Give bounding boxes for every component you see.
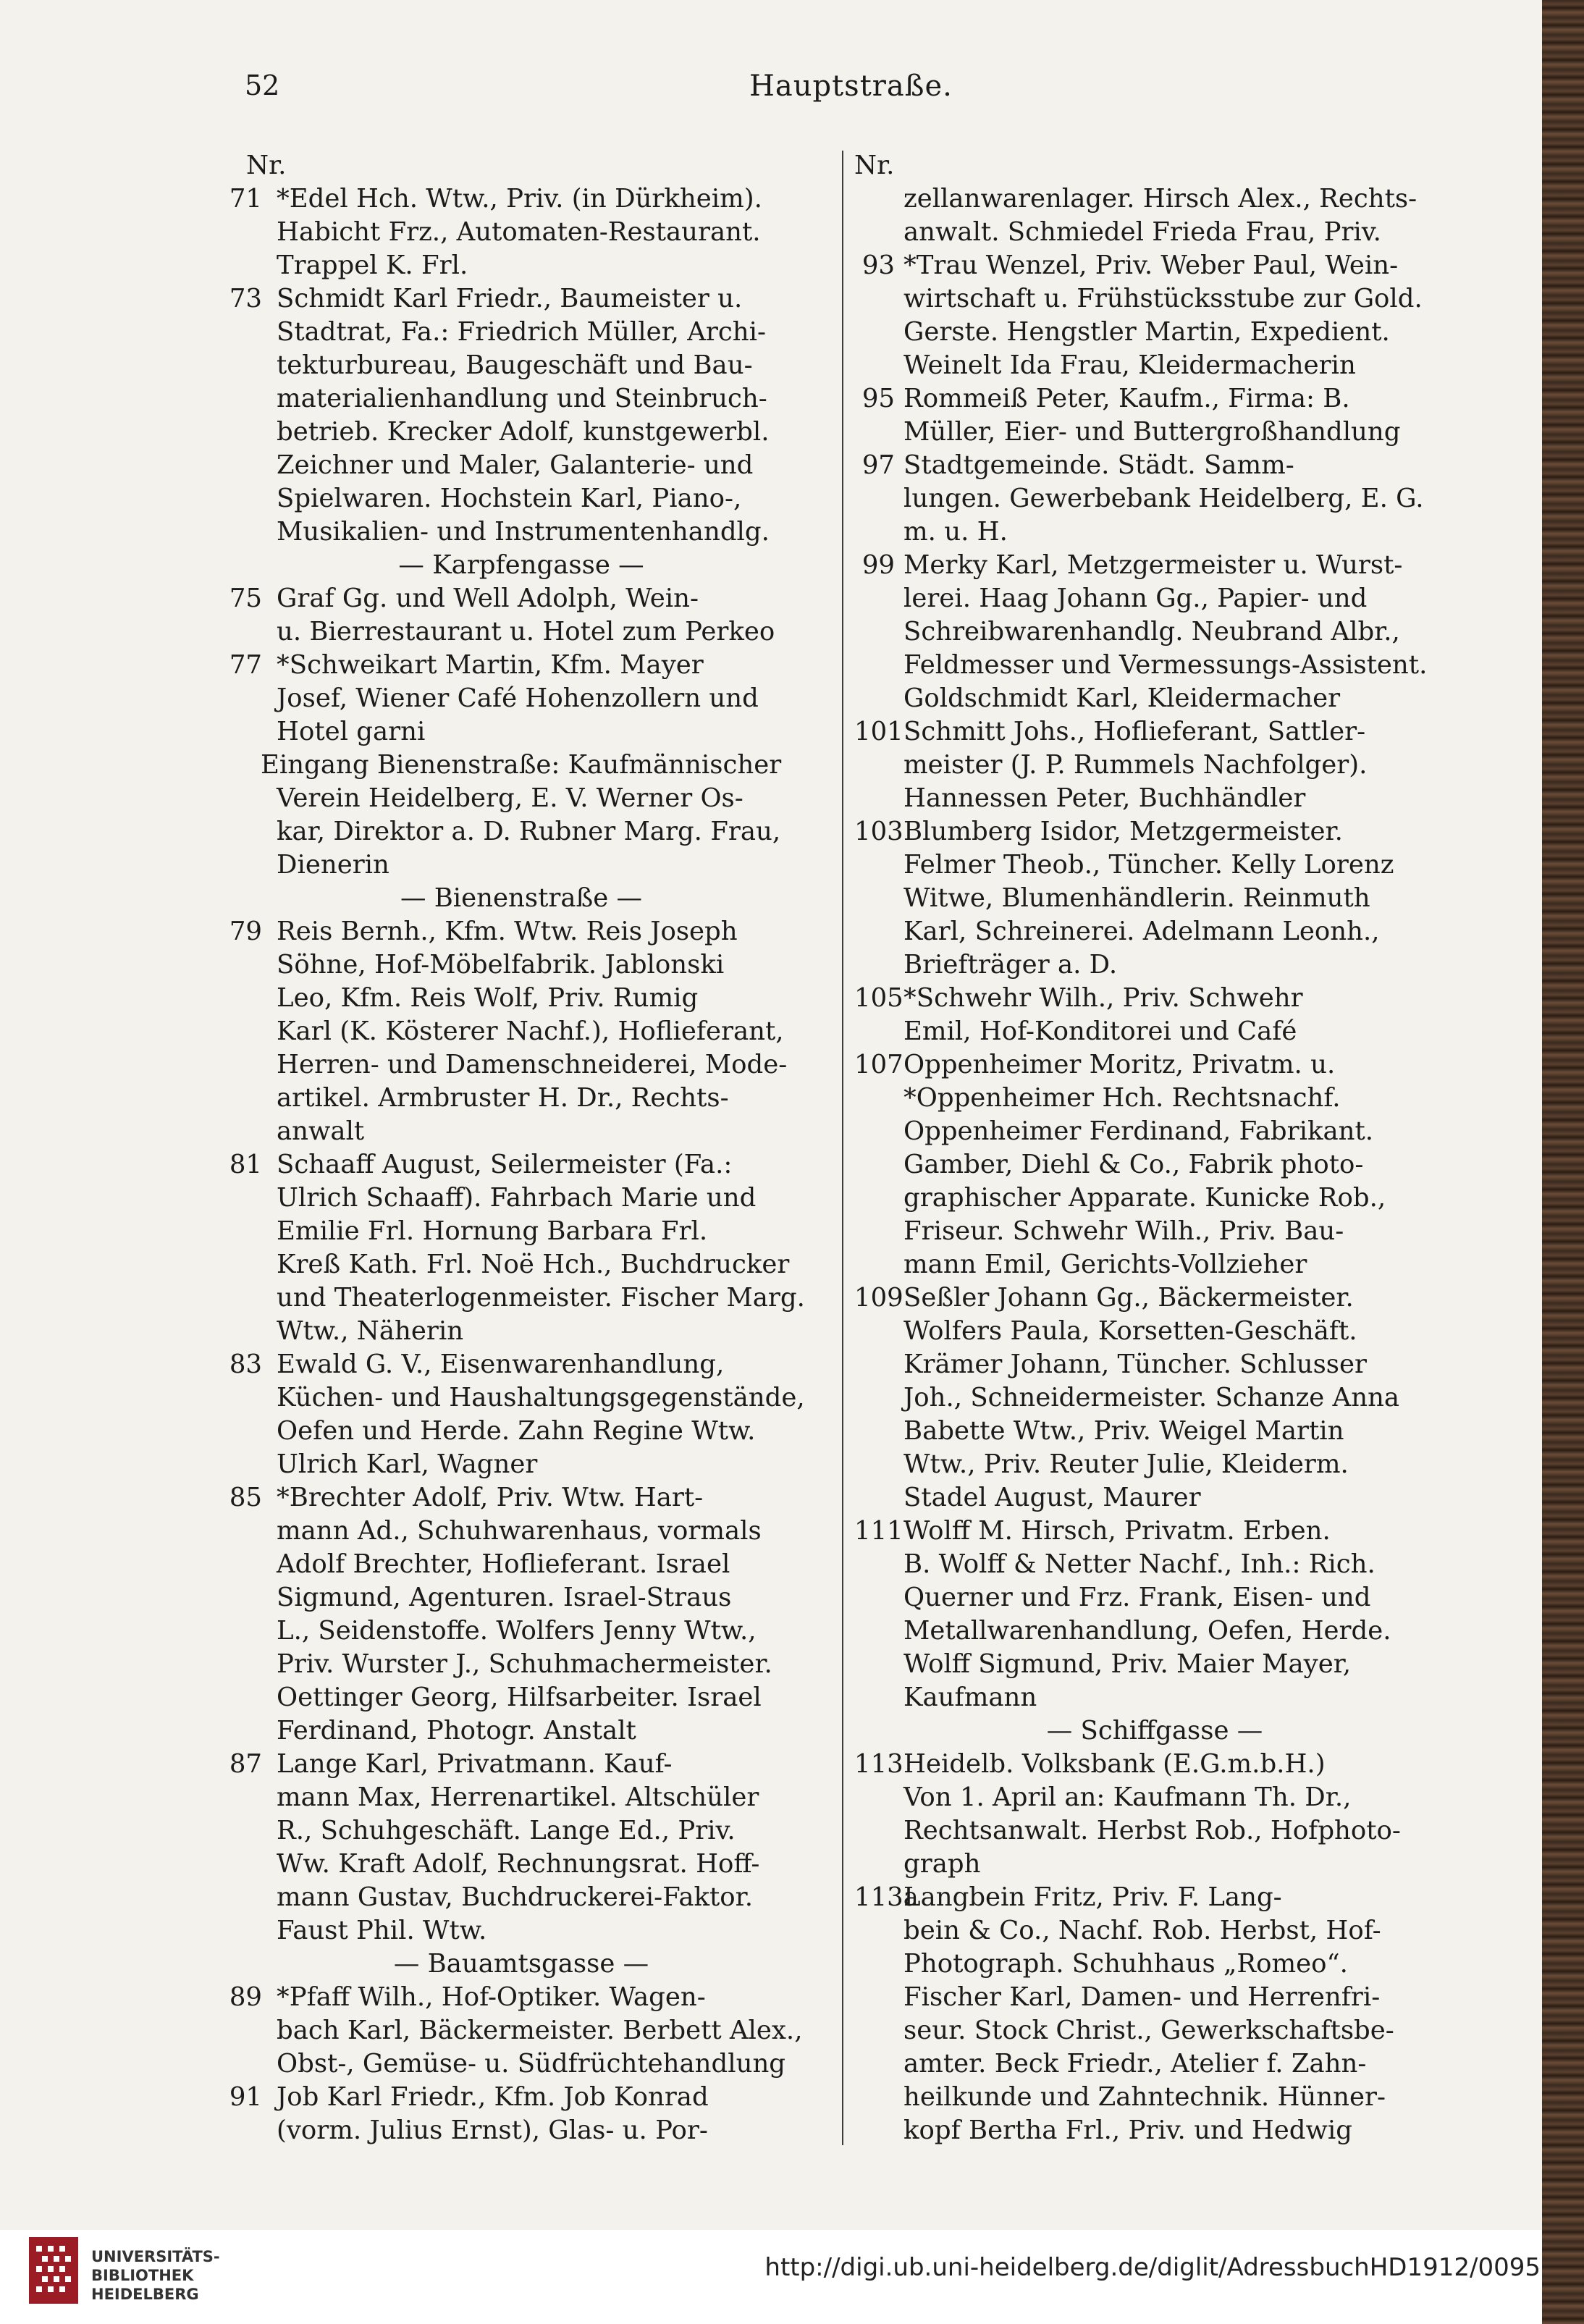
- entry-text: Friseur. Schwehr Wilh., Priv. Bau-: [903, 1216, 1344, 1246]
- entry-text: Wtw., Priv. Reuter Julie, Kleiderm.: [903, 1449, 1349, 1479]
- house-number: 103: [854, 817, 903, 846]
- entry-text: artikel. Armbruster H. Dr., Rechts-: [277, 1083, 729, 1113]
- entry-line: [217, 1448, 825, 1481]
- entry-line: [217, 1881, 825, 1914]
- entry-line: [217, 982, 825, 1015]
- entry-line: [217, 1848, 825, 1881]
- entry-text: Merky Karl, Metzgermeister u. Wurst-: [903, 550, 1403, 580]
- entry-line: [854, 1182, 1455, 1215]
- entry-text: *Trau Wenzel, Priv. Weber Paul, Wein-: [903, 250, 1399, 280]
- running-title: Hauptstraße.: [749, 70, 953, 103]
- entry-line: [217, 915, 825, 948]
- entry-line: [217, 749, 825, 782]
- entry-text: B. Wolff & Netter Nachf., Inh.: Rich.: [903, 1549, 1376, 1579]
- entry-text: Wtw., Näherin: [277, 1316, 464, 1346]
- entry-line: [854, 1481, 1455, 1515]
- entry-text: Briefträger a. D.: [903, 950, 1118, 980]
- entry-line: [854, 1215, 1455, 1248]
- entry-text: (vorm. Julius Ernst), Glas- u. Por-: [277, 2115, 708, 2145]
- entry-line: [217, 849, 825, 882]
- house-number: 77: [229, 650, 262, 680]
- entry-line: [217, 1648, 825, 1681]
- entry-text: Wolff M. Hirsch, Privatm. Erben.: [903, 1516, 1331, 1546]
- house-number: 83: [229, 1350, 262, 1379]
- entry-text: Job Karl Friedr., Kfm. Job Konrad: [277, 2082, 709, 2112]
- entry-line: [854, 482, 1455, 515]
- entry-text: Wolfers Paula, Korsetten-Geschäft.: [903, 1316, 1357, 1346]
- library-seal-icon: [29, 2237, 78, 2304]
- entry-text: betrieb. Krecker Adolf, kunstgewerbl.: [277, 417, 770, 447]
- entry-line: [854, 1914, 1455, 1948]
- entry-line: [217, 1548, 825, 1581]
- entry-line: [854, 1281, 1455, 1315]
- entry-text: *Oppenheimer Hch. Rechtsnachf.: [903, 1083, 1341, 1113]
- entry-line: [217, 1714, 825, 1748]
- book-edge: [1542, 0, 1584, 2324]
- house-number: 79: [229, 917, 262, 946]
- entry-line: [854, 715, 1455, 749]
- entry-line: [217, 382, 825, 416]
- entry-line: [854, 449, 1455, 482]
- entry-line: [854, 1814, 1455, 1848]
- entry-text: Weinelt Ida Frau, Kleidermacherin: [903, 350, 1356, 380]
- entry-line: [217, 649, 825, 682]
- entry-text: Obst-, Gemüse- u. Südfrüchtehandlung: [277, 2049, 786, 2079]
- entry-text: wirtschaft u. Frühstücksstube zur Gold.: [903, 284, 1423, 313]
- entry-line: [854, 316, 1455, 349]
- entry-text: Karl, Schreinerei. Adelmann Leonh.,: [903, 917, 1380, 946]
- entry-line: [854, 982, 1455, 1015]
- entry-line: [217, 2081, 825, 2114]
- page-number: 52: [245, 70, 280, 101]
- right-column: [854, 149, 1455, 2147]
- entry-line: [217, 1415, 825, 1448]
- entry-text: Schmidt Karl Friedr., Baumeister u.: [277, 284, 743, 313]
- entry-line: [217, 1315, 825, 1348]
- entry-line: [217, 1581, 825, 1614]
- entry-line: [217, 1981, 825, 2014]
- entry-line: [217, 1515, 825, 1548]
- entry-line: [854, 1248, 1455, 1281]
- entry-text: Lange Karl, Privatmann. Kauf-: [277, 1749, 673, 1779]
- street-crossing-heading: — Schiffgasse —: [1046, 1716, 1263, 1746]
- entry-text: Krämer Johann, Tüncher. Schlusser: [903, 1350, 1368, 1379]
- entry-line: [217, 1248, 825, 1281]
- entry-text: Emilie Frl. Hornung Barbara Frl.: [277, 1216, 708, 1246]
- entry-line: [217, 1281, 825, 1315]
- entry-line: [854, 1781, 1455, 1814]
- entry-line: [217, 1814, 825, 1848]
- entry-line: [854, 915, 1455, 948]
- entry-text: Von 1. April an: Kaufmann Th. Dr.,: [903, 1782, 1352, 1812]
- entry-text: Felmer Theob., Tüncher. Kelly Lorenz: [903, 850, 1394, 880]
- entry-line: [854, 216, 1455, 249]
- entry-line: [854, 1581, 1455, 1614]
- entry-text: anwalt: [277, 1116, 365, 1146]
- entry-text: Müller, Eier- und Buttergroßhandlung: [903, 417, 1401, 447]
- entry-line: [854, 282, 1455, 316]
- entry-text: materialienhandlung und Steinbruch-: [277, 384, 767, 413]
- entry-line: [217, 2114, 825, 2147]
- entry-text: Josef, Wiener Café Hohenzollern und: [277, 683, 759, 713]
- entry-text: und Theaterlogenmeister. Fischer Marg.: [277, 1283, 805, 1313]
- entry-line: [217, 316, 825, 349]
- entry-line: [854, 515, 1455, 549]
- entry-line: [854, 2081, 1455, 2114]
- entry-text: meister (J. P. Rummels Nachfolger).: [903, 750, 1368, 780]
- entry-line: [217, 449, 825, 482]
- entry-line: [854, 749, 1455, 782]
- entry-line: [854, 2114, 1455, 2147]
- house-number: 109: [854, 1283, 903, 1313]
- house-number: 71: [229, 184, 262, 214]
- entry-text: Ewald G. V., Eisenwarenhandlung,: [277, 1350, 725, 1379]
- entry-line: [854, 615, 1455, 649]
- entry-text: Reis Bernh., Kfm. Wtw. Reis Joseph: [277, 917, 738, 946]
- entry-text: R., Schuhgeschäft. Lange Ed., Priv.: [277, 1816, 736, 1845]
- number-column-label: Nr.: [854, 151, 895, 180]
- entry-text: Babette Wtw., Priv. Weigel Martin: [903, 1416, 1344, 1446]
- entry-text: Hannessen Peter, Buchhändler: [903, 783, 1306, 813]
- entry-line: [217, 216, 825, 249]
- entry-text: Wolff Sigmund, Priv. Maier Mayer,: [903, 1649, 1352, 1679]
- entry-text: Graf Gg. und Well Adolph, Wein-: [277, 584, 699, 613]
- house-number: 81: [229, 1150, 262, 1179]
- library-name-line: BIBLIOTHEK: [91, 2267, 194, 2284]
- entry-text: lerei. Haag Johann Gg., Papier- und: [903, 584, 1368, 613]
- entry-line: [854, 1515, 1455, 1548]
- entry-line: [854, 1681, 1455, 1714]
- house-number: 87: [229, 1749, 262, 1779]
- house-number: 75: [229, 584, 262, 613]
- entry-line: [217, 815, 825, 849]
- entry-text: mann Emil, Gerichts-Vollzieher: [903, 1250, 1307, 1279]
- entry-text: Oppenheimer Moritz, Privatm. u.: [903, 1050, 1336, 1079]
- entry-text: Söhne, Hof-Möbelfabrik. Jablonski: [277, 950, 725, 980]
- entry-text: Priv. Wurster J., Schuhmachermeister.: [277, 1649, 772, 1679]
- entry-line: [854, 1614, 1455, 1648]
- entry-line: [217, 582, 825, 615]
- entry-text: Habicht Frz., Automaten-Restaurant.: [277, 217, 761, 247]
- entry-text: anwalt. Schmiedel Frieda Frau, Priv.: [903, 217, 1381, 247]
- entry-line: [217, 249, 825, 282]
- entry-text: Witwe, Blumenhändlerin. Reinmuth: [903, 883, 1370, 913]
- entry-text: Gerste. Hengstler Martin, Expedient.: [903, 317, 1390, 347]
- entry-text: Gamber, Diehl & Co., Fabrik photo-: [903, 1150, 1364, 1179]
- entry-line: [217, 782, 825, 815]
- house-number: 99: [861, 550, 895, 580]
- entry-line: [217, 1681, 825, 1714]
- entry-line: [854, 1648, 1455, 1681]
- entry-line: [217, 715, 825, 749]
- entry-text: mann Max, Herrenartikel. Altschüler: [277, 1782, 759, 1812]
- entry-text: Sigmund, Agenturen. Israel-Straus: [277, 1583, 732, 1612]
- entry-text: Oppenheimer Ferdinand, Fabrikant.: [903, 1116, 1374, 1146]
- entry-line: [854, 149, 1455, 182]
- entry-text: Goldschmidt Karl, Kleidermacher: [903, 683, 1341, 713]
- entry-text: tekturbureau, Baugeschäft und Bau-: [277, 350, 753, 380]
- entry-text: Oettinger Georg, Hilfsarbeiter. Israel: [277, 1683, 762, 1712]
- entry-line: [854, 1714, 1455, 1748]
- entry-line: [854, 1881, 1455, 1914]
- entry-line: [854, 2047, 1455, 2081]
- entry-text: zellanwarenlager. Hirsch Alex., Rechts-: [903, 184, 1417, 214]
- entry-text: graphischer Apparate. Kunicke Rob.,: [903, 1183, 1386, 1213]
- entry-text: Langbein Fritz, Priv. F. Lang-: [903, 1882, 1282, 1912]
- entry-text: Photograph. Schuhhaus „Romeo“.: [903, 1949, 1348, 1979]
- street-crossing-heading: — Bienenstraße —: [400, 883, 643, 913]
- entry-line: [217, 1148, 825, 1182]
- entry-text: Feldmesser und Vermessungs-Assistent.: [903, 650, 1428, 680]
- entry-line: [217, 1614, 825, 1648]
- house-number: 93: [861, 250, 895, 280]
- entry-line: [217, 948, 825, 982]
- library-name-line: UNIVERSITÄTS-: [91, 2248, 220, 2265]
- house-number: 113: [854, 1749, 903, 1779]
- entry-line: [854, 1981, 1455, 2014]
- entry-line: [217, 149, 825, 182]
- house-number: 73: [229, 284, 262, 313]
- entry-line: [854, 1082, 1455, 1115]
- entry-line: [217, 682, 825, 715]
- entry-text: m. u. H.: [903, 517, 1008, 547]
- entry-line: [217, 1048, 825, 1082]
- entry-text: Kreß Kath. Frl. Noë Hch., Buchdrucker: [277, 1250, 790, 1279]
- entry-text: Ulrich Karl, Wagner: [277, 1449, 538, 1479]
- house-number: 91: [229, 2082, 262, 2112]
- entry-text: *Schwehr Wilh., Priv. Schwehr: [903, 983, 1303, 1013]
- entry-text: *Edel Hch. Wtw., Priv. (in Dürkheim).: [277, 184, 762, 214]
- entry-text: Querner und Frz. Frank, Eisen- und: [903, 1583, 1371, 1612]
- house-number: 113a: [854, 1882, 919, 1912]
- entry-line: [854, 349, 1455, 382]
- number-column-label: Nr.: [246, 151, 287, 180]
- house-number: 85: [229, 1483, 262, 1512]
- library-name: [91, 2247, 220, 2304]
- entry-text: Zeichner und Maler, Galanterie- und: [277, 450, 754, 480]
- entry-text: bach Karl, Bäckermeister. Berbett Alex.,: [277, 2016, 803, 2045]
- entry-text: heilkunde und Zahntechnik. Hünner-: [903, 2082, 1386, 2112]
- entry-text: *Schweikart Martin, Kfm. Mayer: [277, 650, 704, 680]
- entry-text: *Brechter Adolf, Priv. Wtw. Hart-: [277, 1483, 704, 1512]
- entry-text: mann Gustav, Buchdruckerei-Faktor.: [277, 1882, 753, 1912]
- entry-line: [854, 416, 1455, 449]
- entry-text: Stadtrat, Fa.: Friedrich Müller, Archi-: [277, 317, 766, 347]
- entry-line: [217, 2014, 825, 2047]
- entry-text: Ulrich Schaaff). Fahrbach Marie und: [277, 1183, 757, 1213]
- entry-line: [854, 382, 1455, 416]
- entry-line: [217, 482, 825, 515]
- entry-line: [854, 249, 1455, 282]
- entry-text: Stadel August, Maurer: [903, 1483, 1201, 1512]
- library-name-line: HEIDELBERG: [91, 2286, 199, 2303]
- entry-line: [854, 682, 1455, 715]
- house-number: 97: [861, 450, 895, 480]
- entry-text: seur. Stock Christ., Gewerkschaftsbe-: [903, 2016, 1394, 2045]
- entry-text: Emil, Hof-Konditorei und Café: [903, 1016, 1297, 1046]
- entry-text: Trappel K. Frl.: [277, 250, 468, 280]
- house-number: 105: [854, 983, 903, 1013]
- entry-text: Hotel garni: [277, 717, 426, 746]
- entry-line: [217, 349, 825, 382]
- entry-line: [854, 849, 1455, 882]
- entry-line: [217, 549, 825, 582]
- entry-text: Adolf Brechter, Hoflieferant. Israel: [277, 1549, 730, 1579]
- entry-line: [854, 882, 1455, 915]
- entry-text: lungen. Gewerbebank Heidelberg, E. G.: [903, 484, 1424, 513]
- entry-line: [854, 782, 1455, 815]
- entry-text: Oefen und Herde. Zahn Regine Wtw.: [277, 1416, 756, 1446]
- entry-line: [854, 1848, 1455, 1881]
- house-number: 107: [854, 1050, 903, 1079]
- entry-line: [217, 1215, 825, 1248]
- entry-text: Seßler Johann Gg., Bäckermeister.: [903, 1283, 1354, 1313]
- entry-line: [854, 649, 1455, 682]
- entry-text: Rechtsanwalt. Herbst Rob., Hofphoto-: [903, 1816, 1401, 1845]
- entry-line: [217, 1481, 825, 1515]
- entry-text: Ww. Kraft Adolf, Rechnungsrat. Hoff-: [277, 1849, 760, 1879]
- entry-text: u. Bierrestaurant u. Hotel zum Perkeo: [277, 617, 775, 647]
- entry-line: [854, 1548, 1455, 1581]
- entry-line: [854, 1048, 1455, 1082]
- entry-text: Rommeiß Peter, Kaufm., Firma: B.: [903, 384, 1350, 413]
- entry-text: Dienerin: [277, 850, 389, 880]
- entry-line: [217, 1914, 825, 1948]
- entry-line: [854, 1381, 1455, 1415]
- entry-text: kar, Direktor a. D. Rubner Marg. Frau,: [277, 817, 781, 846]
- entry-text: amter. Beck Friedr., Atelier f. Zahn-: [903, 2049, 1367, 2079]
- entry-text: Blumberg Isidor, Metzgermeister.: [903, 817, 1343, 846]
- entry-line: [217, 882, 825, 915]
- entry-text: Schaaff August, Seilermeister (Fa.:: [277, 1150, 733, 1179]
- entry-text: mann Ad., Schuhwarenhaus, vormals: [277, 1516, 762, 1546]
- entry-line: [217, 1115, 825, 1148]
- entry-line: [854, 1948, 1455, 1981]
- entry-line: [217, 1748, 825, 1781]
- house-number: 89: [229, 1982, 262, 2012]
- entry-line: [854, 2014, 1455, 2047]
- entry-line: [854, 582, 1455, 615]
- entry-line: [217, 182, 825, 216]
- entry-text: Küchen- und Haushaltungsgegenstände,: [277, 1383, 805, 1412]
- entry-line: [217, 1781, 825, 1814]
- entry-line: [217, 1082, 825, 1115]
- entry-line: [854, 815, 1455, 849]
- entry-line: [217, 2047, 825, 2081]
- left-column: [217, 149, 825, 2147]
- entry-text: Ferdinand, Photogr. Anstalt: [277, 1716, 636, 1746]
- entry-line: [854, 1348, 1455, 1381]
- entry-line: [854, 182, 1455, 216]
- entry-line: [217, 416, 825, 449]
- entry-text: Leo, Kfm. Reis Wolf, Priv. Rumig: [277, 983, 699, 1013]
- entry-line: [854, 1115, 1455, 1148]
- column-divider: [842, 151, 843, 2145]
- entry-text: Kaufmann: [903, 1683, 1037, 1712]
- entry-text: Metallwarenhandlung, Oefen, Herde.: [903, 1616, 1391, 1646]
- entry-text: Herren- und Damenschneiderei, Mode-: [277, 1050, 788, 1079]
- entry-text: Schmitt Johs., Hoflieferant, Sattler-: [903, 717, 1366, 746]
- entry-line: [854, 1015, 1455, 1048]
- entry-line: [217, 1381, 825, 1415]
- entry-line: [217, 1015, 825, 1048]
- entry-text: Stadtgemeinde. Städt. Samm-: [903, 450, 1294, 480]
- entry-text: *Pfaff Wilh., Hof-Optiker. Wagen-: [277, 1982, 706, 2012]
- entry-text: Musikalien- und Instrumentenhandlg.: [277, 517, 770, 547]
- entry-line: [854, 1748, 1455, 1781]
- entry-text: graph: [903, 1849, 981, 1879]
- entry-text: kopf Bertha Frl., Priv. und Hedwig: [903, 2115, 1353, 2145]
- entry-line: [217, 515, 825, 549]
- entry-line: [217, 1182, 825, 1215]
- source-url[interactable]: http://digi.ub.uni-heidelberg.de/diglit/AdressbuchHD1912/0095: [764, 2253, 1541, 2282]
- entry-line: [217, 615, 825, 649]
- entry-line: [854, 1448, 1455, 1481]
- entry-line: [854, 1315, 1455, 1348]
- house-number: 101: [854, 717, 903, 746]
- entry-text: Spielwaren. Hochstein Karl, Piano-,: [277, 484, 742, 513]
- entry-line: [854, 1148, 1455, 1182]
- entry-line: [217, 282, 825, 316]
- entry-line: [217, 1948, 825, 1981]
- entry-text: Faust Phil. Wtw.: [277, 1916, 487, 1945]
- house-number: 111: [854, 1516, 903, 1546]
- entry-text: Joh., Schneidermeister. Schanze Anna: [903, 1383, 1400, 1412]
- street-crossing-heading: — Karpfengasse —: [398, 550, 644, 580]
- entry-line: [854, 948, 1455, 982]
- entry-text: bein & Co., Nachf. Rob. Herbst, Hof-: [903, 1916, 1381, 1945]
- entry-text: Eingang Bienenstraße: Kaufmännischer: [261, 750, 782, 780]
- entry-text: Verein Heidelberg, E. V. Werner Os-: [277, 783, 743, 813]
- entry-text: Heidelb. Volksbank (E.G.m.b.H.): [903, 1749, 1326, 1779]
- entry-line: [217, 1348, 825, 1381]
- house-number: 95: [861, 384, 895, 413]
- entry-text: L., Seidenstoffe. Wolfers Jenny Wtw.,: [277, 1616, 757, 1646]
- entry-line: [854, 549, 1455, 582]
- street-crossing-heading: — Bauamtsgasse —: [393, 1949, 649, 1979]
- entry-text: Fischer Karl, Damen- und Herrenfri-: [903, 1982, 1381, 2012]
- entry-text: Karl (K. Kösterer Nachf.), Hoflieferant,: [277, 1016, 784, 1046]
- entry-line: [854, 1415, 1455, 1448]
- entry-text: Schreibwarenhandlg. Neubrand Albr.,: [903, 617, 1400, 647]
